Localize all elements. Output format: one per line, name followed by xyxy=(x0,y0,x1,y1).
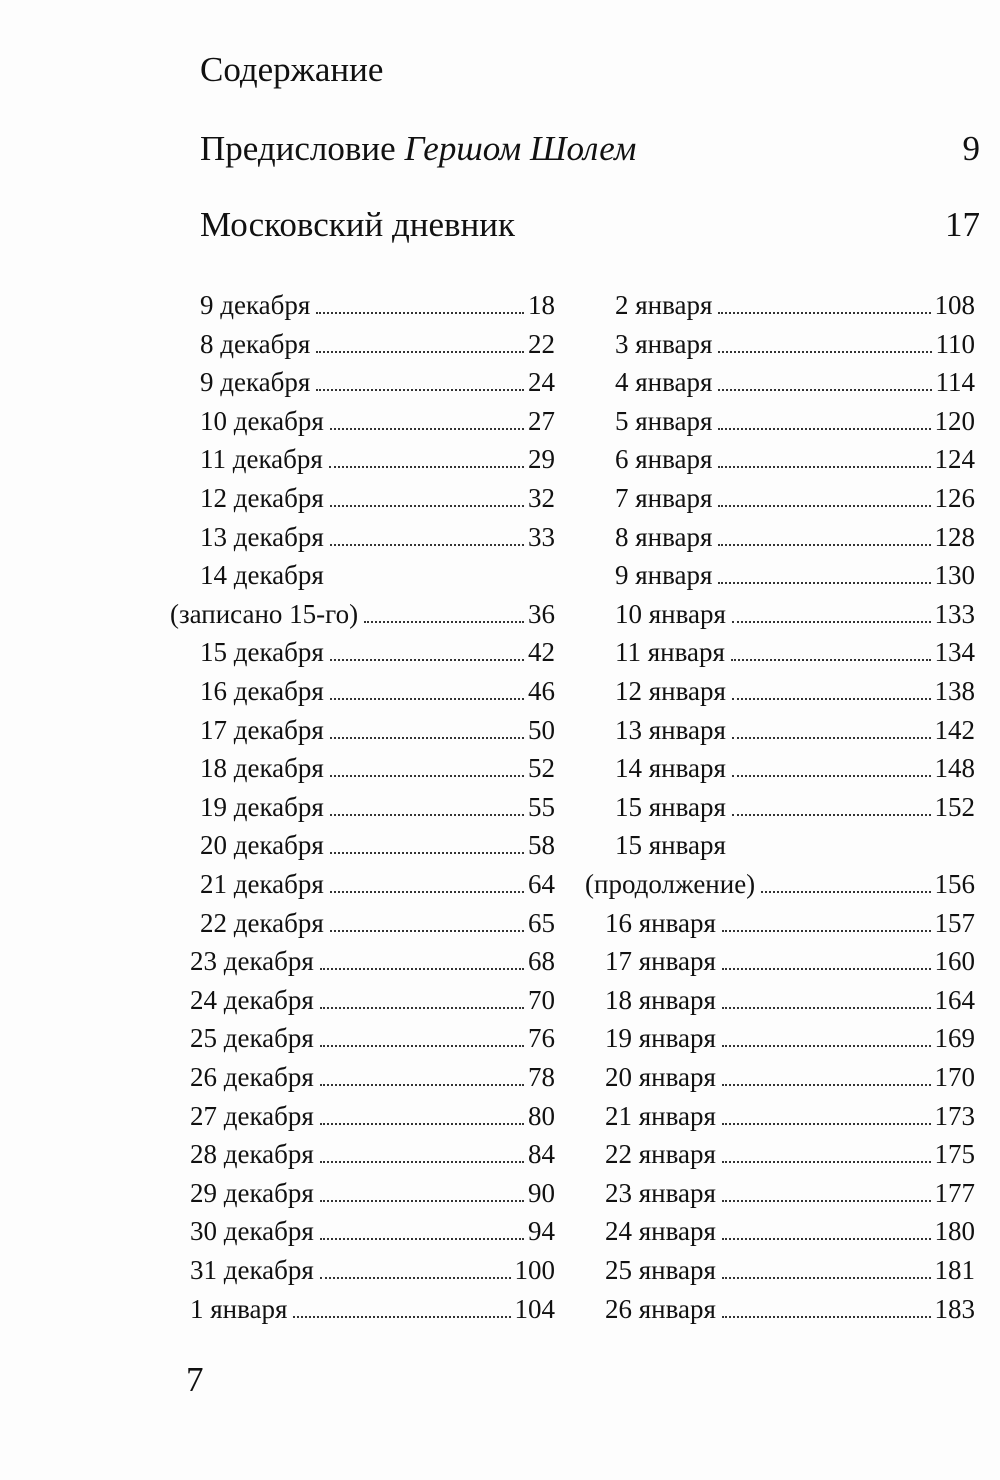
dot-leader xyxy=(718,582,930,584)
dot-leader xyxy=(320,1123,524,1125)
toc-entry-label: 26 января xyxy=(605,1293,716,1324)
toc-entry[interactable] xyxy=(615,440,975,478)
toc-entry-label: 24 декабря xyxy=(190,984,314,1015)
toc-entry-label: 3 января xyxy=(615,328,713,359)
toc-entry[interactable] xyxy=(170,595,555,633)
toc-entry-page-number: 65 xyxy=(528,907,555,938)
toc-entry-preface[interactable] xyxy=(200,124,980,174)
toc-entry-label: 25 декабря xyxy=(190,1023,314,1054)
toc-entry-page-number: 36 xyxy=(528,598,555,629)
dot-leader xyxy=(330,505,524,507)
toc-entry-label: 31 декабря xyxy=(190,1255,314,1285)
toc-entry[interactable] xyxy=(615,595,975,633)
toc-entry[interactable] xyxy=(615,556,975,594)
toc-entry[interactable] xyxy=(190,942,555,980)
dot-leader xyxy=(718,428,930,430)
toc-entry[interactable] xyxy=(615,672,975,710)
toc-entry-label: 12 декабря xyxy=(200,483,324,513)
toc-entry-label: 11 января xyxy=(615,637,725,668)
toc-entry-label: 20 декабря xyxy=(200,830,324,861)
toc-entry-page-number: 55 xyxy=(528,791,555,822)
dot-leader xyxy=(722,1123,931,1125)
dot-leader xyxy=(718,312,930,314)
dot-leader xyxy=(316,389,524,391)
toc-entry[interactable] xyxy=(200,479,555,517)
dot-leader xyxy=(316,312,524,314)
toc-entry-label: 5 января xyxy=(615,405,713,436)
toc-entry-page-number: 70 xyxy=(528,984,555,1015)
toc-entry-page-number: 46 xyxy=(528,676,555,706)
toc-entry-label: 21 января xyxy=(605,1100,716,1131)
toc-entry-label: 18 декабря xyxy=(200,753,324,784)
dot-leader xyxy=(732,775,931,777)
toc-entry[interactable] xyxy=(200,402,555,440)
preface-title xyxy=(200,124,636,174)
toc-entry[interactable] xyxy=(605,1058,975,1096)
toc-entry-page-number: 22 xyxy=(528,328,555,359)
dot-leader xyxy=(722,1045,931,1047)
dot-leader xyxy=(722,1007,931,1009)
dot-leader xyxy=(320,1045,524,1047)
toc-entry[interactable] xyxy=(200,518,555,556)
toc-entry-page-number: 110 xyxy=(935,328,975,359)
toc-entry-page-number: 157 xyxy=(934,907,975,938)
toc-entry-label: 11 декабря xyxy=(200,444,323,475)
dot-leader xyxy=(330,698,524,700)
dot-leader xyxy=(718,505,930,507)
dot-leader xyxy=(761,891,930,893)
toc-entry-label: 9 января xyxy=(615,560,713,591)
toc-entry-label: 16 декабря xyxy=(200,676,324,706)
toc-entry-page-number: 181 xyxy=(934,1255,975,1285)
toc-entry-page-number: 130 xyxy=(934,560,975,591)
toc-entry-label: 23 декабря xyxy=(190,946,314,977)
dot-leader xyxy=(316,351,524,353)
toc-entry[interactable] xyxy=(605,904,975,942)
toc-entry-page-number: 170 xyxy=(934,1062,975,1092)
toc-entry-label: 29 декабря xyxy=(190,1177,314,1208)
toc-entry-label: 4 января xyxy=(615,367,713,398)
toc-entry[interactable] xyxy=(200,826,555,864)
preface-label: Предисловие xyxy=(200,129,405,168)
dot-leader xyxy=(330,544,524,546)
toc-entry-label: 10 декабря xyxy=(200,405,324,436)
toc-entry[interactable] xyxy=(190,1290,555,1328)
toc-entry[interactable] xyxy=(615,633,975,671)
toc-entry-page-number: 142 xyxy=(934,714,975,745)
toc-entry-page-number: 124 xyxy=(934,444,975,475)
toc-entry[interactable] xyxy=(200,363,555,401)
toc-entry-label: 7 января xyxy=(615,483,713,513)
toc-entry[interactable] xyxy=(605,1251,975,1289)
toc-entry-page-number: 128 xyxy=(934,521,975,552)
toc-entry-label: 18 января xyxy=(605,984,716,1015)
toc-entry[interactable] xyxy=(605,1174,975,1212)
dot-leader xyxy=(722,930,931,932)
toc-entry-page-number: 50 xyxy=(528,714,555,745)
toc-entry[interactable] xyxy=(200,286,555,324)
preface-author: Гершом Шолем xyxy=(404,129,637,168)
toc-entry-page-number: 177 xyxy=(934,1177,975,1208)
toc-entry[interactable] xyxy=(605,942,975,980)
dot-leader xyxy=(718,544,930,546)
toc-entry-label: 6 января xyxy=(615,444,713,475)
toc-entry-label: 28 декабря xyxy=(190,1139,314,1170)
toc-entry-label: 17 января xyxy=(605,946,716,977)
toc-entry-page-number: 148 xyxy=(934,753,975,784)
toc-entry-page-number: 32 xyxy=(528,483,555,513)
toc-entry-label: 23 января xyxy=(605,1177,716,1208)
toc-entry-label: 15 декабря xyxy=(200,637,324,668)
toc-entry-page-number: 156 xyxy=(934,869,975,899)
toc-entry-label: 9 декабря xyxy=(200,290,311,320)
toc-entry[interactable] xyxy=(190,1135,555,1173)
toc-entry-page-number: 173 xyxy=(934,1100,975,1131)
dot-leader xyxy=(722,968,931,970)
toc-entry-label: 9 декабря xyxy=(200,367,311,398)
dot-leader xyxy=(320,1084,524,1086)
toc-entry[interactable] xyxy=(615,826,975,864)
toc-entry-page-number: 138 xyxy=(934,676,975,706)
toc-entry[interactable] xyxy=(615,479,975,517)
toc-entry[interactable] xyxy=(605,1135,975,1173)
toc-entry-label: 15 января xyxy=(615,791,726,822)
toc-entry-page-number: 52 xyxy=(528,753,555,784)
toc-entry-page-number: 164 xyxy=(934,984,975,1015)
toc-entry[interactable] xyxy=(605,1019,975,1057)
toc-entry[interactable] xyxy=(615,711,975,749)
dot-leader xyxy=(731,659,931,661)
toc-entry-label: 25 января xyxy=(605,1255,716,1285)
dot-leader xyxy=(330,659,524,661)
dot-leader xyxy=(330,428,524,430)
toc-entry-page-number: 90 xyxy=(528,1177,555,1208)
toc-entry[interactable] xyxy=(200,749,555,787)
toc-entry[interactable] xyxy=(605,1290,975,1328)
toc-entry[interactable] xyxy=(200,711,555,749)
toc-entry[interactable] xyxy=(605,981,975,1019)
toc-entry-label: 30 декабря xyxy=(190,1216,314,1247)
dot-leader xyxy=(718,466,930,468)
toc-entry-page-number: 24 xyxy=(528,367,555,398)
toc-entry-label: 21 декабря xyxy=(200,869,324,899)
toc-entry[interactable] xyxy=(605,1097,975,1135)
toc-entry-label: 16 января xyxy=(605,907,716,938)
dot-leader xyxy=(732,698,931,700)
contents-heading: Содержание xyxy=(200,50,384,89)
toc-entry-page-number: 76 xyxy=(528,1023,555,1054)
toc-entry-page-number: 18 xyxy=(528,290,555,320)
toc-entry-label: 19 декабря xyxy=(200,791,324,822)
dot-leader xyxy=(320,968,524,970)
dot-leader xyxy=(722,1238,931,1240)
toc-entry[interactable] xyxy=(200,865,555,903)
toc-entry-label: 27 декабря xyxy=(190,1100,314,1131)
toc-entry[interactable] xyxy=(200,556,555,594)
toc-entry-page-number: 104 xyxy=(514,1293,555,1324)
dot-leader xyxy=(722,1277,931,1279)
toc-entry[interactable] xyxy=(190,1251,555,1289)
toc-entry-label: 26 декабря xyxy=(190,1062,314,1092)
dot-leader xyxy=(320,1200,524,1202)
dot-leader xyxy=(320,1238,524,1240)
toc-entry[interactable] xyxy=(615,402,975,440)
dot-leader xyxy=(320,1277,511,1279)
toc-entry[interactable] xyxy=(615,363,975,401)
toc-entry[interactable] xyxy=(200,325,555,363)
dot-leader xyxy=(732,621,931,623)
toc-entry-label: 14 января xyxy=(615,753,726,784)
dot-leader xyxy=(718,389,931,391)
toc-entry-page-number: 134 xyxy=(934,637,975,668)
diary-title: Московский дневник xyxy=(200,205,516,244)
page-number-footer: 7 xyxy=(186,1360,204,1399)
toc-entry-page-number: 84 xyxy=(528,1139,555,1170)
toc-entry[interactable] xyxy=(190,1174,555,1212)
toc-entry[interactable] xyxy=(200,440,555,478)
toc-entry-label: 14 декабря xyxy=(200,560,324,591)
toc-entry[interactable] xyxy=(615,325,975,363)
toc-entry-label: 15 января xyxy=(615,830,726,861)
toc-entry[interactable] xyxy=(615,788,975,826)
toc-entry-page-number: 183 xyxy=(934,1293,975,1324)
toc-entry-label: 19 января xyxy=(605,1023,716,1054)
dot-leader xyxy=(330,775,524,777)
dot-leader xyxy=(718,351,931,353)
dot-leader xyxy=(330,891,524,893)
toc-entry-label: 1 января xyxy=(190,1293,288,1324)
toc-entry-page-number: 180 xyxy=(934,1216,975,1247)
dot-leader xyxy=(364,621,524,623)
toc-entry[interactable] xyxy=(615,749,975,787)
toc-entry-page-number: 94 xyxy=(528,1216,555,1247)
toc-entry-page-number: 64 xyxy=(528,869,555,899)
toc-entry-page-number: 160 xyxy=(934,946,975,977)
toc-entry-page-number: 29 xyxy=(528,444,555,475)
toc-entry-page-number: 100 xyxy=(514,1255,555,1285)
toc-entry[interactable] xyxy=(615,286,975,324)
toc-entry-page-number: 108 xyxy=(934,290,975,320)
toc-entry[interactable] xyxy=(200,788,555,826)
dot-leader xyxy=(732,737,931,739)
dot-leader xyxy=(722,1161,931,1163)
dot-leader xyxy=(329,466,524,468)
toc-entry-page-number: 114 xyxy=(935,367,975,398)
toc-entry-page-number: 133 xyxy=(934,598,975,629)
toc-entry-page-number: 126 xyxy=(934,483,975,513)
toc-entry[interactable] xyxy=(190,1212,555,1250)
toc-entry-label: 2 января xyxy=(615,290,713,320)
toc-entry[interactable] xyxy=(585,865,975,903)
toc-entry-page-number: 152 xyxy=(934,791,975,822)
dot-leader xyxy=(732,814,931,816)
toc-entry-label: 10 января xyxy=(615,598,726,629)
toc-entry-label: (продолжение) xyxy=(585,869,756,899)
toc-entry-moscow-diary[interactable] xyxy=(200,200,980,250)
toc-entry[interactable] xyxy=(190,1058,555,1096)
toc-entry[interactable] xyxy=(190,981,555,1019)
dot-leader xyxy=(320,1007,524,1009)
toc-entry[interactable] xyxy=(615,518,975,556)
toc-entry-page-number: 27 xyxy=(528,405,555,436)
toc-entry[interactable] xyxy=(200,904,555,942)
toc-entry-label: 20 января xyxy=(605,1062,716,1092)
toc-entry-page-number: 78 xyxy=(528,1062,555,1092)
toc-entry-label: 22 января xyxy=(605,1139,716,1170)
toc-entry-page-number: 169 xyxy=(934,1023,975,1054)
toc-entry-page-number: 58 xyxy=(528,830,555,861)
toc-entry-page-number: 68 xyxy=(528,946,555,977)
toc-entry-label: 22 декабря xyxy=(200,907,324,938)
toc-entry[interactable] xyxy=(200,672,555,710)
diary-page-number: 17 xyxy=(945,205,980,244)
dot-leader xyxy=(330,814,524,816)
toc-entry-label: 24 января xyxy=(605,1216,716,1247)
toc-entry-page-number: 80 xyxy=(528,1100,555,1131)
toc-entry-label: (записано 15-го) xyxy=(170,598,359,629)
toc-entry[interactable] xyxy=(605,1212,975,1250)
dot-leader xyxy=(722,1084,931,1086)
toc-entry-label: 13 января xyxy=(615,714,726,745)
dot-leader xyxy=(330,930,524,932)
toc-entry[interactable] xyxy=(200,633,555,671)
toc-entry-label: 17 декабря xyxy=(200,714,324,745)
toc-entry-page-number: 120 xyxy=(934,405,975,436)
toc-entry-label: 12 января xyxy=(615,676,726,706)
toc-entry-label: 8 декабря xyxy=(200,328,311,359)
toc-entry-page-number: 42 xyxy=(528,637,555,668)
toc-entry-label: 8 января xyxy=(615,521,713,552)
dot-leader xyxy=(293,1316,510,1318)
toc-entry-page-number: 175 xyxy=(934,1139,975,1170)
toc-entry-page-number: 33 xyxy=(528,521,555,552)
preface-page-number: 9 xyxy=(962,129,980,168)
dot-leader xyxy=(330,852,524,854)
toc-entry[interactable] xyxy=(190,1019,555,1057)
dot-leader xyxy=(722,1316,931,1318)
dot-leader xyxy=(330,737,524,739)
dot-leader xyxy=(320,1161,524,1163)
dot-leader xyxy=(722,1200,931,1202)
toc-entry-label: 13 декабря xyxy=(200,521,324,552)
toc-entry[interactable] xyxy=(190,1097,555,1135)
